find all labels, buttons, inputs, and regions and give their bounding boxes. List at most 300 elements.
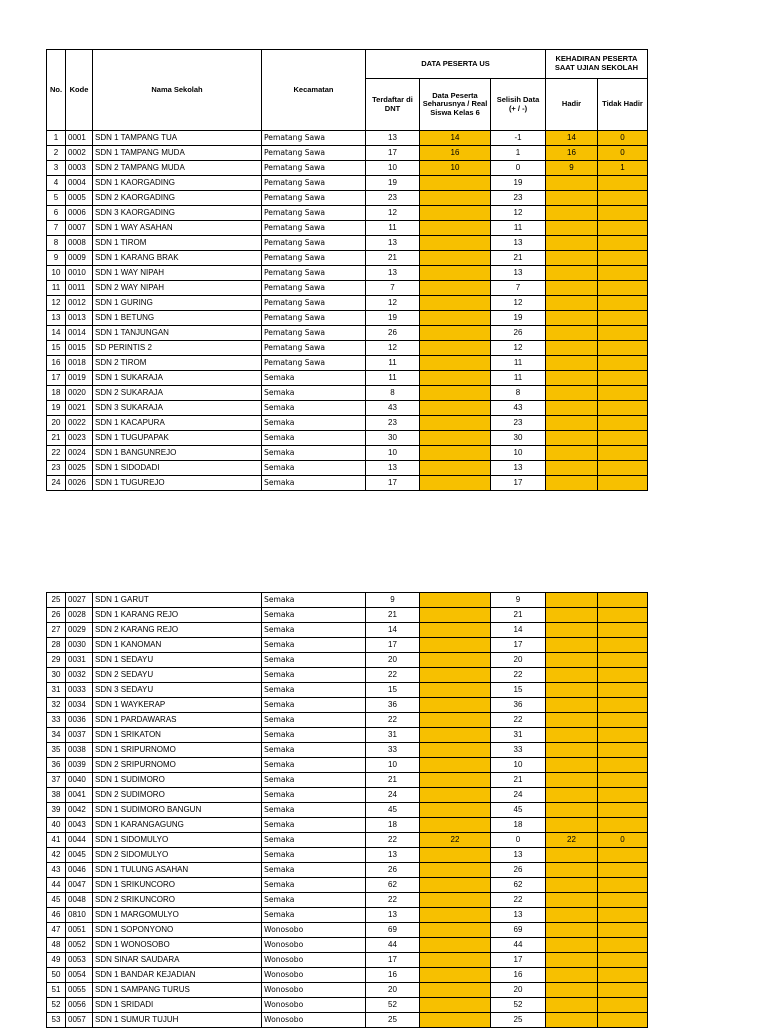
cell-kode: 0009 xyxy=(66,251,93,266)
cell-real-siswa xyxy=(420,281,491,296)
cell-no: 38 xyxy=(47,788,66,803)
table-row xyxy=(47,371,648,386)
cell-real-siswa xyxy=(420,638,491,653)
cell-terdaftar-dnt: 25 xyxy=(366,1013,420,1028)
cell-terdaftar-dnt: 43 xyxy=(366,401,420,416)
cell-tidak-hadir xyxy=(598,683,648,698)
cell-no: 52 xyxy=(47,998,66,1013)
cell-hadir xyxy=(546,191,598,206)
cell-kode: 0046 xyxy=(66,863,93,878)
cell-tidak-hadir xyxy=(598,653,648,668)
cell-tidak-hadir xyxy=(598,743,648,758)
cell-terdaftar-dnt: 10 xyxy=(366,758,420,773)
cell-nama-sekolah: SDN 1 BANDAR KEJADIAN xyxy=(93,968,262,983)
cell-selisih: 25 xyxy=(491,1013,546,1028)
table-row xyxy=(47,893,648,908)
cell-hadir xyxy=(546,998,598,1013)
cell-tidak-hadir xyxy=(598,908,648,923)
cell-tidak-hadir: 1 xyxy=(598,161,648,176)
cell-real-siswa xyxy=(420,341,491,356)
cell-terdaftar-dnt: 19 xyxy=(366,176,420,191)
cell-kecamatan: Pematang Sawa xyxy=(262,251,366,266)
cell-selisih: 8 xyxy=(491,386,546,401)
cell-kecamatan: Pematang Sawa xyxy=(262,326,366,341)
cell-nama-sekolah: SDN 1 KANOMAN xyxy=(93,638,262,653)
cell-terdaftar-dnt: 69 xyxy=(366,923,420,938)
cell-real-siswa xyxy=(420,311,491,326)
cell-no: 8 xyxy=(47,236,66,251)
cell-terdaftar-dnt: 62 xyxy=(366,878,420,893)
cell-real-siswa xyxy=(420,683,491,698)
cell-real-siswa: 22 xyxy=(420,833,491,848)
cell-kecamatan: Semaka xyxy=(262,758,366,773)
cell-kode: 0039 xyxy=(66,758,93,773)
cell-terdaftar-dnt: 14 xyxy=(366,623,420,638)
cell-nama-sekolah: SDN 1 KAORGADING xyxy=(93,176,262,191)
cell-kode: 0022 xyxy=(66,416,93,431)
cell-tidak-hadir: 0 xyxy=(598,131,648,146)
cell-real-siswa xyxy=(420,461,491,476)
cell-nama-sekolah: SDN 2 SEDAYU xyxy=(93,668,262,683)
cell-selisih: 30 xyxy=(491,431,546,446)
cell-selisih: 12 xyxy=(491,341,546,356)
cell-kecamatan: Semaka xyxy=(262,416,366,431)
cell-tidak-hadir xyxy=(598,608,648,623)
cell-kecamatan: Semaka xyxy=(262,638,366,653)
cell-real-siswa xyxy=(420,788,491,803)
cell-nama-sekolah: SDN 1 GARUT xyxy=(93,593,262,608)
cell-selisih: 23 xyxy=(491,191,546,206)
cell-kode: 0013 xyxy=(66,311,93,326)
cell-kecamatan: Pematang Sawa xyxy=(262,236,366,251)
cell-kecamatan: Semaka xyxy=(262,863,366,878)
table-row xyxy=(47,653,648,668)
cell-terdaftar-dnt: 11 xyxy=(366,371,420,386)
cell-hadir xyxy=(546,401,598,416)
cell-tidak-hadir xyxy=(598,803,648,818)
cell-tidak-hadir xyxy=(598,446,648,461)
cell-kecamatan: Pematang Sawa xyxy=(262,131,366,146)
cell-tidak-hadir xyxy=(598,1013,648,1028)
cell-no: 1 xyxy=(47,131,66,146)
cell-selisih: 45 xyxy=(491,803,546,818)
cell-kecamatan: Semaka xyxy=(262,803,366,818)
cell-hadir: 9 xyxy=(546,161,598,176)
cell-hadir xyxy=(546,968,598,983)
cell-real-siswa xyxy=(420,1013,491,1028)
cell-no: 53 xyxy=(47,1013,66,1028)
table-row xyxy=(47,296,648,311)
cell-real-siswa xyxy=(420,728,491,743)
cell-nama-sekolah: SDN 1 SUDIMORO xyxy=(93,773,262,788)
cell-terdaftar-dnt: 12 xyxy=(366,296,420,311)
cell-nama-sekolah: SDN 1 SIDOMULYO xyxy=(93,833,262,848)
cell-selisih: 17 xyxy=(491,953,546,968)
cell-kecamatan: Semaka xyxy=(262,773,366,788)
table-row xyxy=(47,728,648,743)
cell-hadir xyxy=(546,446,598,461)
table-row xyxy=(47,281,648,296)
table-row xyxy=(47,356,648,371)
cell-terdaftar-dnt: 17 xyxy=(366,638,420,653)
cell-kecamatan: Wonosobo xyxy=(262,953,366,968)
cell-tidak-hadir xyxy=(598,326,648,341)
cell-tidak-hadir xyxy=(598,728,648,743)
cell-tidak-hadir xyxy=(598,341,648,356)
cell-nama-sekolah: SDN 3 KAORGADING xyxy=(93,206,262,221)
cell-tidak-hadir xyxy=(598,758,648,773)
cell-kode: 0042 xyxy=(66,803,93,818)
cell-selisih: -1 xyxy=(491,131,546,146)
cell-nama-sekolah: SDN 1 SAMPANG TURUS xyxy=(93,983,262,998)
cell-real-siswa xyxy=(420,206,491,221)
header-no: No. xyxy=(47,50,66,131)
cell-terdaftar-dnt: 7 xyxy=(366,281,420,296)
cell-terdaftar-dnt: 11 xyxy=(366,356,420,371)
cell-real-siswa xyxy=(420,653,491,668)
cell-no: 36 xyxy=(47,758,66,773)
cell-hadir xyxy=(546,848,598,863)
cell-kode: 0810 xyxy=(66,908,93,923)
header-hadir: Hadir xyxy=(546,79,598,131)
cell-terdaftar-dnt: 11 xyxy=(366,221,420,236)
cell-no: 29 xyxy=(47,653,66,668)
table-row xyxy=(47,1013,648,1028)
cell-tidak-hadir xyxy=(598,386,648,401)
cell-hadir xyxy=(546,326,598,341)
cell-tidak-hadir xyxy=(598,176,648,191)
cell-tidak-hadir xyxy=(598,983,648,998)
cell-nama-sekolah: SDN 1 SRIDADI xyxy=(93,998,262,1013)
cell-terdaftar-dnt: 9 xyxy=(366,593,420,608)
cell-selisih: 9 xyxy=(491,593,546,608)
cell-terdaftar-dnt: 30 xyxy=(366,431,420,446)
cell-terdaftar-dnt: 13 xyxy=(366,131,420,146)
table-row xyxy=(47,251,648,266)
cell-kode: 0019 xyxy=(66,371,93,386)
cell-terdaftar-dnt: 17 xyxy=(366,953,420,968)
cell-kecamatan: Semaka xyxy=(262,461,366,476)
cell-no: 18 xyxy=(47,386,66,401)
cell-real-siswa xyxy=(420,938,491,953)
table-row xyxy=(47,266,648,281)
cell-no: 19 xyxy=(47,401,66,416)
cell-hadir xyxy=(546,893,598,908)
cell-terdaftar-dnt: 12 xyxy=(366,206,420,221)
cell-selisih: 17 xyxy=(491,476,546,491)
cell-terdaftar-dnt: 10 xyxy=(366,161,420,176)
table-row xyxy=(47,638,648,653)
cell-kode: 0032 xyxy=(66,668,93,683)
cell-nama-sekolah: SDN 2 SRIKUNCORO xyxy=(93,893,262,908)
cell-real-siswa xyxy=(420,191,491,206)
cell-kode: 0054 xyxy=(66,968,93,983)
cell-terdaftar-dnt: 26 xyxy=(366,863,420,878)
cell-no: 31 xyxy=(47,683,66,698)
cell-terdaftar-dnt: 13 xyxy=(366,461,420,476)
cell-real-siswa xyxy=(420,236,491,251)
cell-no: 42 xyxy=(47,848,66,863)
cell-tidak-hadir xyxy=(598,668,648,683)
cell-nama-sekolah: SDN 1 WAY NIPAH xyxy=(93,266,262,281)
table-row xyxy=(47,803,648,818)
cell-kode: 0036 xyxy=(66,713,93,728)
cell-kode: 0007 xyxy=(66,221,93,236)
cell-no: 23 xyxy=(47,461,66,476)
table-row xyxy=(47,878,648,893)
cell-terdaftar-dnt: 22 xyxy=(366,668,420,683)
cell-kode: 0004 xyxy=(66,176,93,191)
cell-real-siswa: 14 xyxy=(420,131,491,146)
cell-no: 17 xyxy=(47,371,66,386)
cell-kode: 0020 xyxy=(66,386,93,401)
cell-kecamatan: Semaka xyxy=(262,593,366,608)
cell-selisih: 20 xyxy=(491,983,546,998)
cell-nama-sekolah: SDN 3 SUKARAJA xyxy=(93,401,262,416)
cell-real-siswa xyxy=(420,758,491,773)
cell-no: 26 xyxy=(47,608,66,623)
cell-real-siswa xyxy=(420,953,491,968)
cell-nama-sekolah: SDN 1 KARANG REJO xyxy=(93,608,262,623)
cell-kode: 0045 xyxy=(66,848,93,863)
cell-tidak-hadir: 0 xyxy=(598,146,648,161)
cell-nama-sekolah: SDN 1 MARGOMULYO xyxy=(93,908,262,923)
cell-terdaftar-dnt: 21 xyxy=(366,608,420,623)
cell-nama-sekolah: SDN 1 SUDIMORO BANGUN xyxy=(93,803,262,818)
cell-real-siswa xyxy=(420,221,491,236)
cell-real-siswa xyxy=(420,371,491,386)
cell-no: 13 xyxy=(47,311,66,326)
cell-real-siswa xyxy=(420,698,491,713)
cell-selisih: 13 xyxy=(491,266,546,281)
table-row xyxy=(47,773,648,788)
cell-hadir xyxy=(546,773,598,788)
cell-hadir xyxy=(546,356,598,371)
cell-no: 27 xyxy=(47,623,66,638)
cell-real-siswa xyxy=(420,713,491,728)
cell-nama-sekolah: SDN 2 KAORGADING xyxy=(93,191,262,206)
cell-selisih: 23 xyxy=(491,416,546,431)
cell-real-siswa xyxy=(420,908,491,923)
cell-hadir xyxy=(546,908,598,923)
cell-kecamatan: Pematang Sawa xyxy=(262,281,366,296)
cell-kecamatan: Semaka xyxy=(262,743,366,758)
header-data-peserta-us: DATA PESERTA US xyxy=(366,50,546,79)
cell-selisih: 16 xyxy=(491,968,546,983)
cell-kode: 0038 xyxy=(66,743,93,758)
cell-nama-sekolah: SDN 1 WONOSOBO xyxy=(93,938,262,953)
cell-hadir xyxy=(546,1013,598,1028)
cell-no: 40 xyxy=(47,818,66,833)
cell-real-siswa xyxy=(420,608,491,623)
cell-nama-sekolah: SDN SINAR SAUDARA xyxy=(93,953,262,968)
cell-nama-sekolah: SD PERINTIS 2 xyxy=(93,341,262,356)
cell-no: 46 xyxy=(47,908,66,923)
table-row xyxy=(47,593,648,608)
cell-tidak-hadir xyxy=(598,311,648,326)
cell-real-siswa xyxy=(420,773,491,788)
cell-real-siswa xyxy=(420,998,491,1013)
cell-terdaftar-dnt: 24 xyxy=(366,788,420,803)
cell-selisih: 12 xyxy=(491,296,546,311)
cell-real-siswa xyxy=(420,296,491,311)
cell-no: 35 xyxy=(47,743,66,758)
cell-no: 44 xyxy=(47,878,66,893)
table-row xyxy=(47,236,648,251)
cell-hadir xyxy=(546,431,598,446)
cell-hadir xyxy=(546,653,598,668)
table-row xyxy=(47,863,648,878)
cell-nama-sekolah: SDN 1 SRIPURNOMO xyxy=(93,743,262,758)
cell-no: 9 xyxy=(47,251,66,266)
cell-terdaftar-dnt: 13 xyxy=(366,236,420,251)
cell-hadir xyxy=(546,281,598,296)
cell-terdaftar-dnt: 31 xyxy=(366,728,420,743)
cell-kode: 0001 xyxy=(66,131,93,146)
cell-nama-sekolah: SDN 1 PARDAWARAS xyxy=(93,713,262,728)
cell-real-siswa xyxy=(420,893,491,908)
cell-real-siswa xyxy=(420,668,491,683)
cell-kecamatan: Semaka xyxy=(262,623,366,638)
cell-terdaftar-dnt: 17 xyxy=(366,146,420,161)
cell-kecamatan: Pematang Sawa xyxy=(262,176,366,191)
cell-kode: 0048 xyxy=(66,893,93,908)
table-row xyxy=(47,833,648,848)
cell-kecamatan: Pematang Sawa xyxy=(262,266,366,281)
cell-no: 48 xyxy=(47,938,66,953)
cell-kode: 0043 xyxy=(66,818,93,833)
table-row xyxy=(47,713,648,728)
cell-tidak-hadir xyxy=(598,593,648,608)
cell-kode: 0005 xyxy=(66,191,93,206)
cell-kecamatan: Semaka xyxy=(262,653,366,668)
cell-terdaftar-dnt: 22 xyxy=(366,833,420,848)
cell-kode: 0018 xyxy=(66,356,93,371)
cell-tidak-hadir xyxy=(598,773,648,788)
cell-nama-sekolah: SDN 3 SEDAYU xyxy=(93,683,262,698)
cell-real-siswa xyxy=(420,266,491,281)
cell-selisih: 22 xyxy=(491,893,546,908)
cell-hadir xyxy=(546,371,598,386)
cell-terdaftar-dnt: 13 xyxy=(366,908,420,923)
cell-nama-sekolah: SDN 1 KACAPURA xyxy=(93,416,262,431)
cell-no: 5 xyxy=(47,191,66,206)
cell-no: 11 xyxy=(47,281,66,296)
cell-kecamatan: Pematang Sawa xyxy=(262,311,366,326)
cell-tidak-hadir xyxy=(598,938,648,953)
cell-terdaftar-dnt: 52 xyxy=(366,998,420,1013)
cell-selisih: 0 xyxy=(491,833,546,848)
cell-selisih: 36 xyxy=(491,698,546,713)
cell-no: 25 xyxy=(47,593,66,608)
cell-hadir: 22 xyxy=(546,833,598,848)
cell-kode: 0051 xyxy=(66,923,93,938)
cell-nama-sekolah: SDN 1 TAMPANG TUA xyxy=(93,131,262,146)
cell-nama-sekolah: SDN 1 SUKARAJA xyxy=(93,371,262,386)
cell-terdaftar-dnt: 23 xyxy=(366,191,420,206)
cell-terdaftar-dnt: 19 xyxy=(366,311,420,326)
cell-kode: 0021 xyxy=(66,401,93,416)
cell-nama-sekolah: SDN 1 SIDODADI xyxy=(93,461,262,476)
cell-kecamatan: Semaka xyxy=(262,476,366,491)
cell-kode: 0031 xyxy=(66,653,93,668)
cell-kecamatan: Semaka xyxy=(262,386,366,401)
cell-tidak-hadir xyxy=(598,236,648,251)
cell-kode: 0034 xyxy=(66,698,93,713)
cell-hadir xyxy=(546,758,598,773)
cell-no: 2 xyxy=(47,146,66,161)
cell-nama-sekolah: SDN 1 BETUNG xyxy=(93,311,262,326)
cell-kode: 0006 xyxy=(66,206,93,221)
header-nama-sekolah: Nama Sekolah xyxy=(93,50,262,131)
cell-tidak-hadir xyxy=(598,713,648,728)
header-selisih: Selisih Data (+ / -) xyxy=(491,79,546,131)
cell-tidak-hadir xyxy=(598,401,648,416)
cell-nama-sekolah: SDN 1 TANJUNGAN xyxy=(93,326,262,341)
cell-hadir xyxy=(546,668,598,683)
cell-nama-sekolah: SDN 2 SUKARAJA xyxy=(93,386,262,401)
cell-selisih: 44 xyxy=(491,938,546,953)
cell-kecamatan: Wonosobo xyxy=(262,998,366,1013)
cell-kode: 0037 xyxy=(66,728,93,743)
cell-no: 20 xyxy=(47,416,66,431)
cell-tidak-hadir xyxy=(598,251,648,266)
cell-kecamatan: Semaka xyxy=(262,788,366,803)
cell-kecamatan: Semaka xyxy=(262,668,366,683)
cell-selisih: 24 xyxy=(491,788,546,803)
table-row xyxy=(47,161,648,176)
cell-kecamatan: Semaka xyxy=(262,893,366,908)
cell-no: 7 xyxy=(47,221,66,236)
cell-hadir xyxy=(546,863,598,878)
cell-kecamatan: Semaka xyxy=(262,698,366,713)
cell-selisih: 15 xyxy=(491,683,546,698)
cell-kecamatan: Wonosobo xyxy=(262,983,366,998)
cell-terdaftar-dnt: 13 xyxy=(366,266,420,281)
cell-selisih: 26 xyxy=(491,863,546,878)
cell-tidak-hadir xyxy=(598,221,648,236)
cell-nama-sekolah: SDN 2 SUDIMORO xyxy=(93,788,262,803)
cell-kode: 0008 xyxy=(66,236,93,251)
cell-selisih: 21 xyxy=(491,773,546,788)
cell-kecamatan: Pematang Sawa xyxy=(262,341,366,356)
cell-no: 3 xyxy=(47,161,66,176)
table-row xyxy=(47,623,648,638)
cell-tidak-hadir xyxy=(598,788,648,803)
table-row xyxy=(47,818,648,833)
cell-real-siswa xyxy=(420,176,491,191)
cell-selisih: 13 xyxy=(491,848,546,863)
cell-kode: 0055 xyxy=(66,983,93,998)
cell-real-siswa xyxy=(420,431,491,446)
cell-nama-sekolah: SDN 1 BANGUNREJO xyxy=(93,446,262,461)
table-row xyxy=(47,176,648,191)
cell-kode: 0053 xyxy=(66,953,93,968)
cell-terdaftar-dnt: 16 xyxy=(366,968,420,983)
cell-terdaftar-dnt: 33 xyxy=(366,743,420,758)
header-kode: Kode xyxy=(66,50,93,131)
cell-kecamatan: Pematang Sawa xyxy=(262,221,366,236)
cell-selisih: 26 xyxy=(491,326,546,341)
cell-no: 6 xyxy=(47,206,66,221)
cell-kecamatan: Semaka xyxy=(262,908,366,923)
cell-real-siswa xyxy=(420,356,491,371)
cell-no: 4 xyxy=(47,176,66,191)
cell-nama-sekolah: SDN 1 GURING xyxy=(93,296,262,311)
cell-selisih: 33 xyxy=(491,743,546,758)
cell-nama-sekolah: SDN 1 TUGUPAPAK xyxy=(93,431,262,446)
table-row xyxy=(47,386,648,401)
